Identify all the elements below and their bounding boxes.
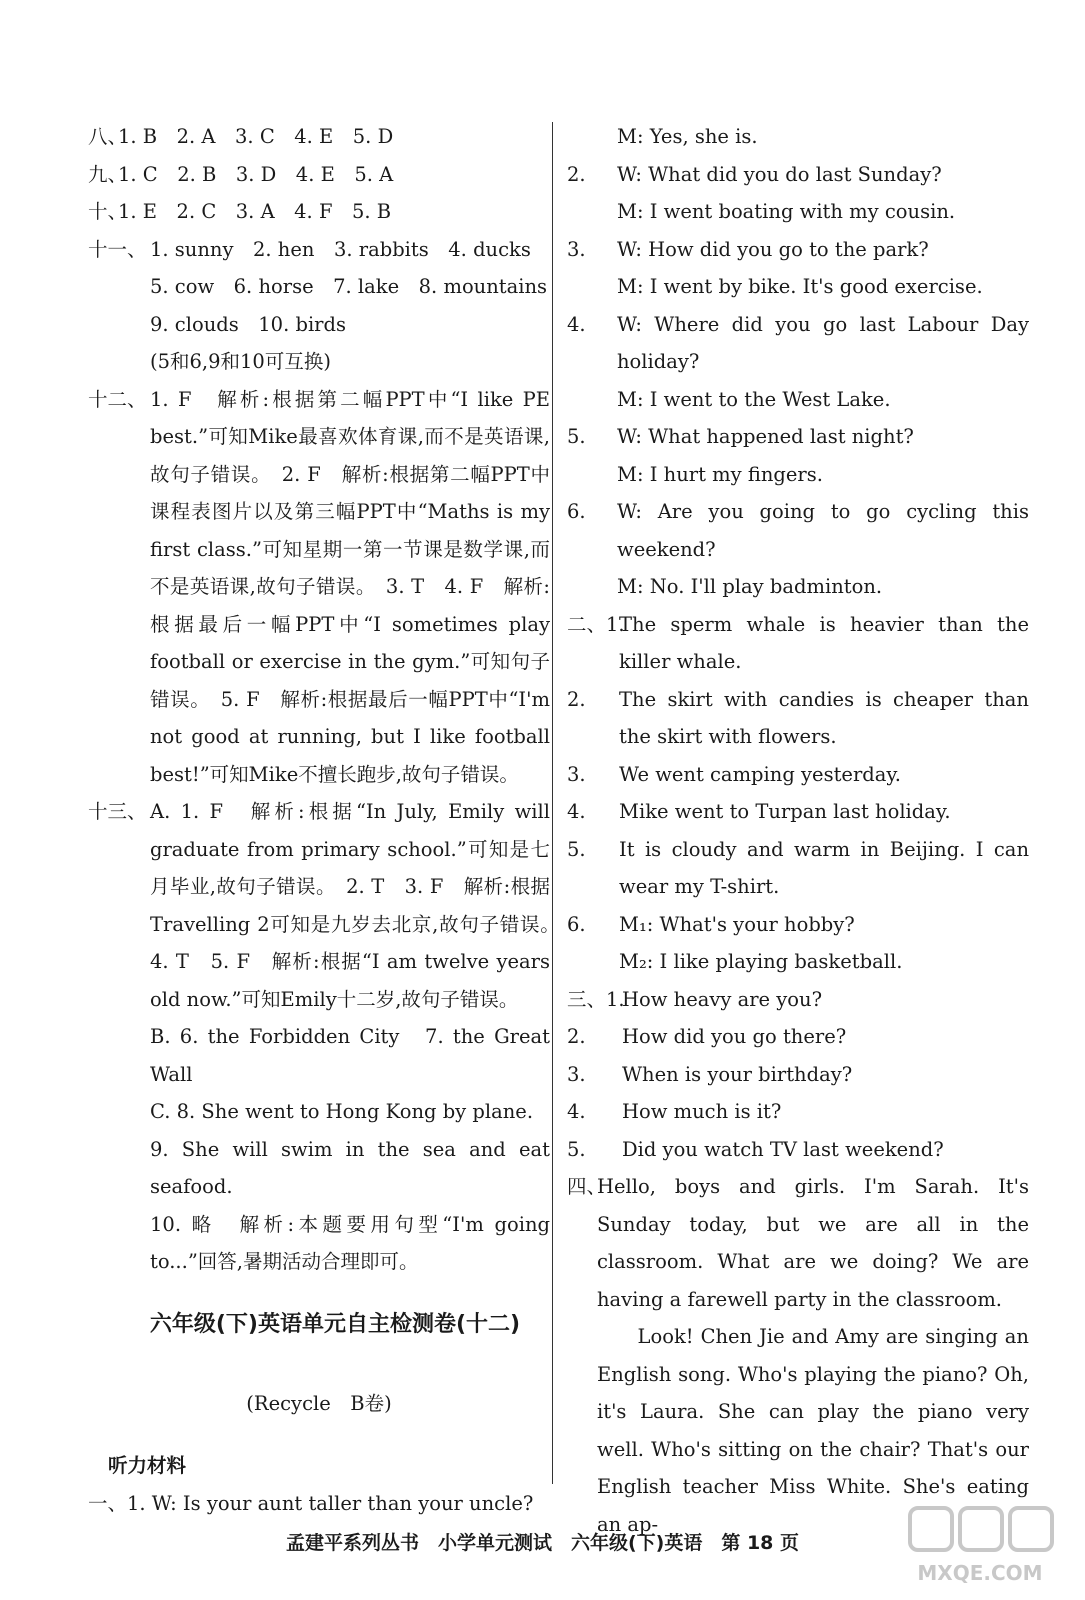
left-item-label: 十二、 xyxy=(88,387,147,411)
page-footer: 孟建平系列丛书 小学单元测试 六年级(下)英语 第 18 页 xyxy=(285,1532,800,1554)
right-item xyxy=(567,981,1029,1019)
right-item xyxy=(567,756,1029,794)
right-item-label: 3. xyxy=(567,1062,586,1086)
right-item-label: 5. xyxy=(567,837,586,861)
right-item-label: 4. xyxy=(567,1100,586,1123)
left-item xyxy=(88,193,550,231)
right-item-text: Mike went to Turpan last holiday. xyxy=(619,800,951,823)
right-column xyxy=(567,118,1036,1543)
left-item-text: 1. F 解析:根据第二幅PPT中“I like PE best.”可知Mike最喜欢体育课,而不是英语课,故句子错误。 2. F 解析:根据第二幅PPT中课程表图片以及第三幅PPT中“Maths is my first class.”可知星期一第一节课是数学课,而不是英语课,故句子错误。 3. T 4. F 解析:根据最后一幅PPT中“I sometimes play football or exercise in the gym.”可知句子错误。 5. F 解析:根据最后一幅PPT中“I'm not good at running, but I like football best!”可知Mike不擅长跑步,故句子错误。 xyxy=(150,387,557,786)
right-item-text: W: What happened last night? M: I hurt my fingers. xyxy=(617,425,914,486)
left-item-label: 十、 xyxy=(88,200,128,223)
right-item-text: It is cloudy and warm in Beijing. I can wear my T-shirt. xyxy=(619,837,1036,898)
right-item xyxy=(567,1056,1029,1094)
right-item xyxy=(567,1018,1029,1056)
watermark-logo xyxy=(900,1500,1060,1590)
right-item-text: The sperm whale is heavier than the killer whale. xyxy=(619,612,1036,673)
right-item-label: 2. xyxy=(567,1025,586,1048)
right-item xyxy=(567,606,1036,681)
left-item xyxy=(88,118,550,156)
right-item xyxy=(567,118,1029,156)
right-item-text: How did you go there? xyxy=(622,1025,847,1048)
right-item-text: W: How did you go to the park? M: I went by bike. It's good exercise. xyxy=(617,237,983,298)
right-item xyxy=(567,231,1029,306)
right-item xyxy=(567,493,1029,606)
right-item-text: M₁: What's your hobby? M₂: I like playing basketball. xyxy=(619,912,903,973)
right-item-text: When is your birthday? xyxy=(622,1062,853,1086)
right-item-text: How heavy are you? xyxy=(622,987,823,1011)
svg-text:MXQE.COM: MXQE.COM xyxy=(917,1561,1043,1585)
right-item-text: W: What did you do last Sunday? M: I went boating with my cousin. xyxy=(617,162,956,223)
right-item-text: W: Where did you go last Labour Day holiday? M: I went to the West Lake. xyxy=(617,312,1029,411)
listening-label: 听力材料 xyxy=(108,1454,187,1477)
left-item-label: 八、 xyxy=(88,125,128,148)
right-item-label: 3. xyxy=(567,237,586,261)
right-item xyxy=(567,906,1029,981)
right-item xyxy=(567,1168,1029,1543)
right-item-text: How much is it? xyxy=(622,1100,782,1123)
right-item-label: 2. xyxy=(567,162,586,186)
right-item xyxy=(567,418,1029,493)
right-item-label: 二、1. xyxy=(567,612,625,636)
right-item-text: W: Are you going to go cycling this weekend? M: No. I'll play badminton. xyxy=(617,500,1029,598)
right-item-label: 三、1. xyxy=(567,987,625,1011)
right-item-label: 4. xyxy=(567,800,586,823)
left-item-text: 1. sunny 2. hen 3. rabbits 4. ducks 5. cow 6. horse 7. lake 8. mountains 9. clouds 10. birds (5和6,9和10可互换) xyxy=(150,237,548,373)
left-item xyxy=(88,793,550,1281)
right-item xyxy=(567,793,1029,831)
right-item-label: 2. xyxy=(567,687,586,711)
left-item xyxy=(88,156,550,194)
right-item xyxy=(567,831,1036,906)
right-item xyxy=(567,1093,1029,1131)
right-item-label: 四、 xyxy=(567,1175,607,1198)
left-item-text: 1. B 2. A 3. C 4. E 5. D xyxy=(118,125,394,148)
right-item-label: 5. xyxy=(567,425,586,448)
right-item-label: 4. xyxy=(567,312,586,336)
right-item xyxy=(567,1131,1029,1169)
right-item-text: M: Yes, she is. xyxy=(617,125,758,148)
left-item-label: 十一、 xyxy=(88,237,147,261)
listening-first-line: 一、1. W: Is your aunt taller than your uncle? xyxy=(88,1492,534,1515)
left-item-text: A. 1. F 解析:根据“In July, Emily will graduate from primary school.”可知是七月毕业,故句子错误。 2. T 3. F 解析:根据Travelling 2可知是九岁去北京,故句子错误。 4. T 5. F 解析:根据“I am twelve years old now.”可知Emily十二岁,故句子错误。 B. 6. the Forbidden City 7. the Great Wall C. 8. She went to Hong Kong by plane. 9. She will swim in the sea and eat seafood. 10. 略 解析:本题要用句型“I'm going to...”回答,暑期活动合理即可。 xyxy=(150,800,550,1273)
right-item-label: 6. xyxy=(567,500,586,523)
left-item-text: 1. E 2. C 3. A 4. F 5. B xyxy=(118,200,392,223)
left-item xyxy=(88,381,557,794)
left-item-text: 1. C 2. B 3. D 4. E 5. A xyxy=(118,162,394,186)
right-item xyxy=(567,306,1029,419)
section-title: 六年级(下)英语单元自主检测卷(十二) xyxy=(149,1312,521,1337)
right-item-text: Did you watch TV last weekend? xyxy=(622,1137,944,1161)
right-item xyxy=(567,681,1036,756)
right-item-label: 3. xyxy=(567,762,586,786)
left-item-label: 十三、 xyxy=(88,800,147,823)
right-item-text: Hello, boys and girls. I'm Sarah. It's Sunday today, but we are all in the classroom. What are we doing? We are having a farewell party in the classroom. Look! Chen Jie and Amy are singing an English song. Who's playing the piano? Oh, it's Laura. She can play the piano very well. Who's sitting on the chair? That's our English teacher Miss White. She's eating an ap- xyxy=(597,1175,1029,1536)
left-item xyxy=(88,231,550,381)
section-subtitle: (Recycle B卷) xyxy=(246,1392,392,1415)
left-column xyxy=(88,118,557,1281)
right-item xyxy=(567,156,1029,231)
right-item-label: 5. xyxy=(567,1137,586,1161)
right-item-text: We went camping yesterday. xyxy=(619,762,902,786)
left-item-label: 九、 xyxy=(88,162,128,186)
right-item-label: 6. xyxy=(567,912,586,936)
right-item-text: The skirt with candies is cheaper than the skirt with flowers. xyxy=(619,687,1036,748)
